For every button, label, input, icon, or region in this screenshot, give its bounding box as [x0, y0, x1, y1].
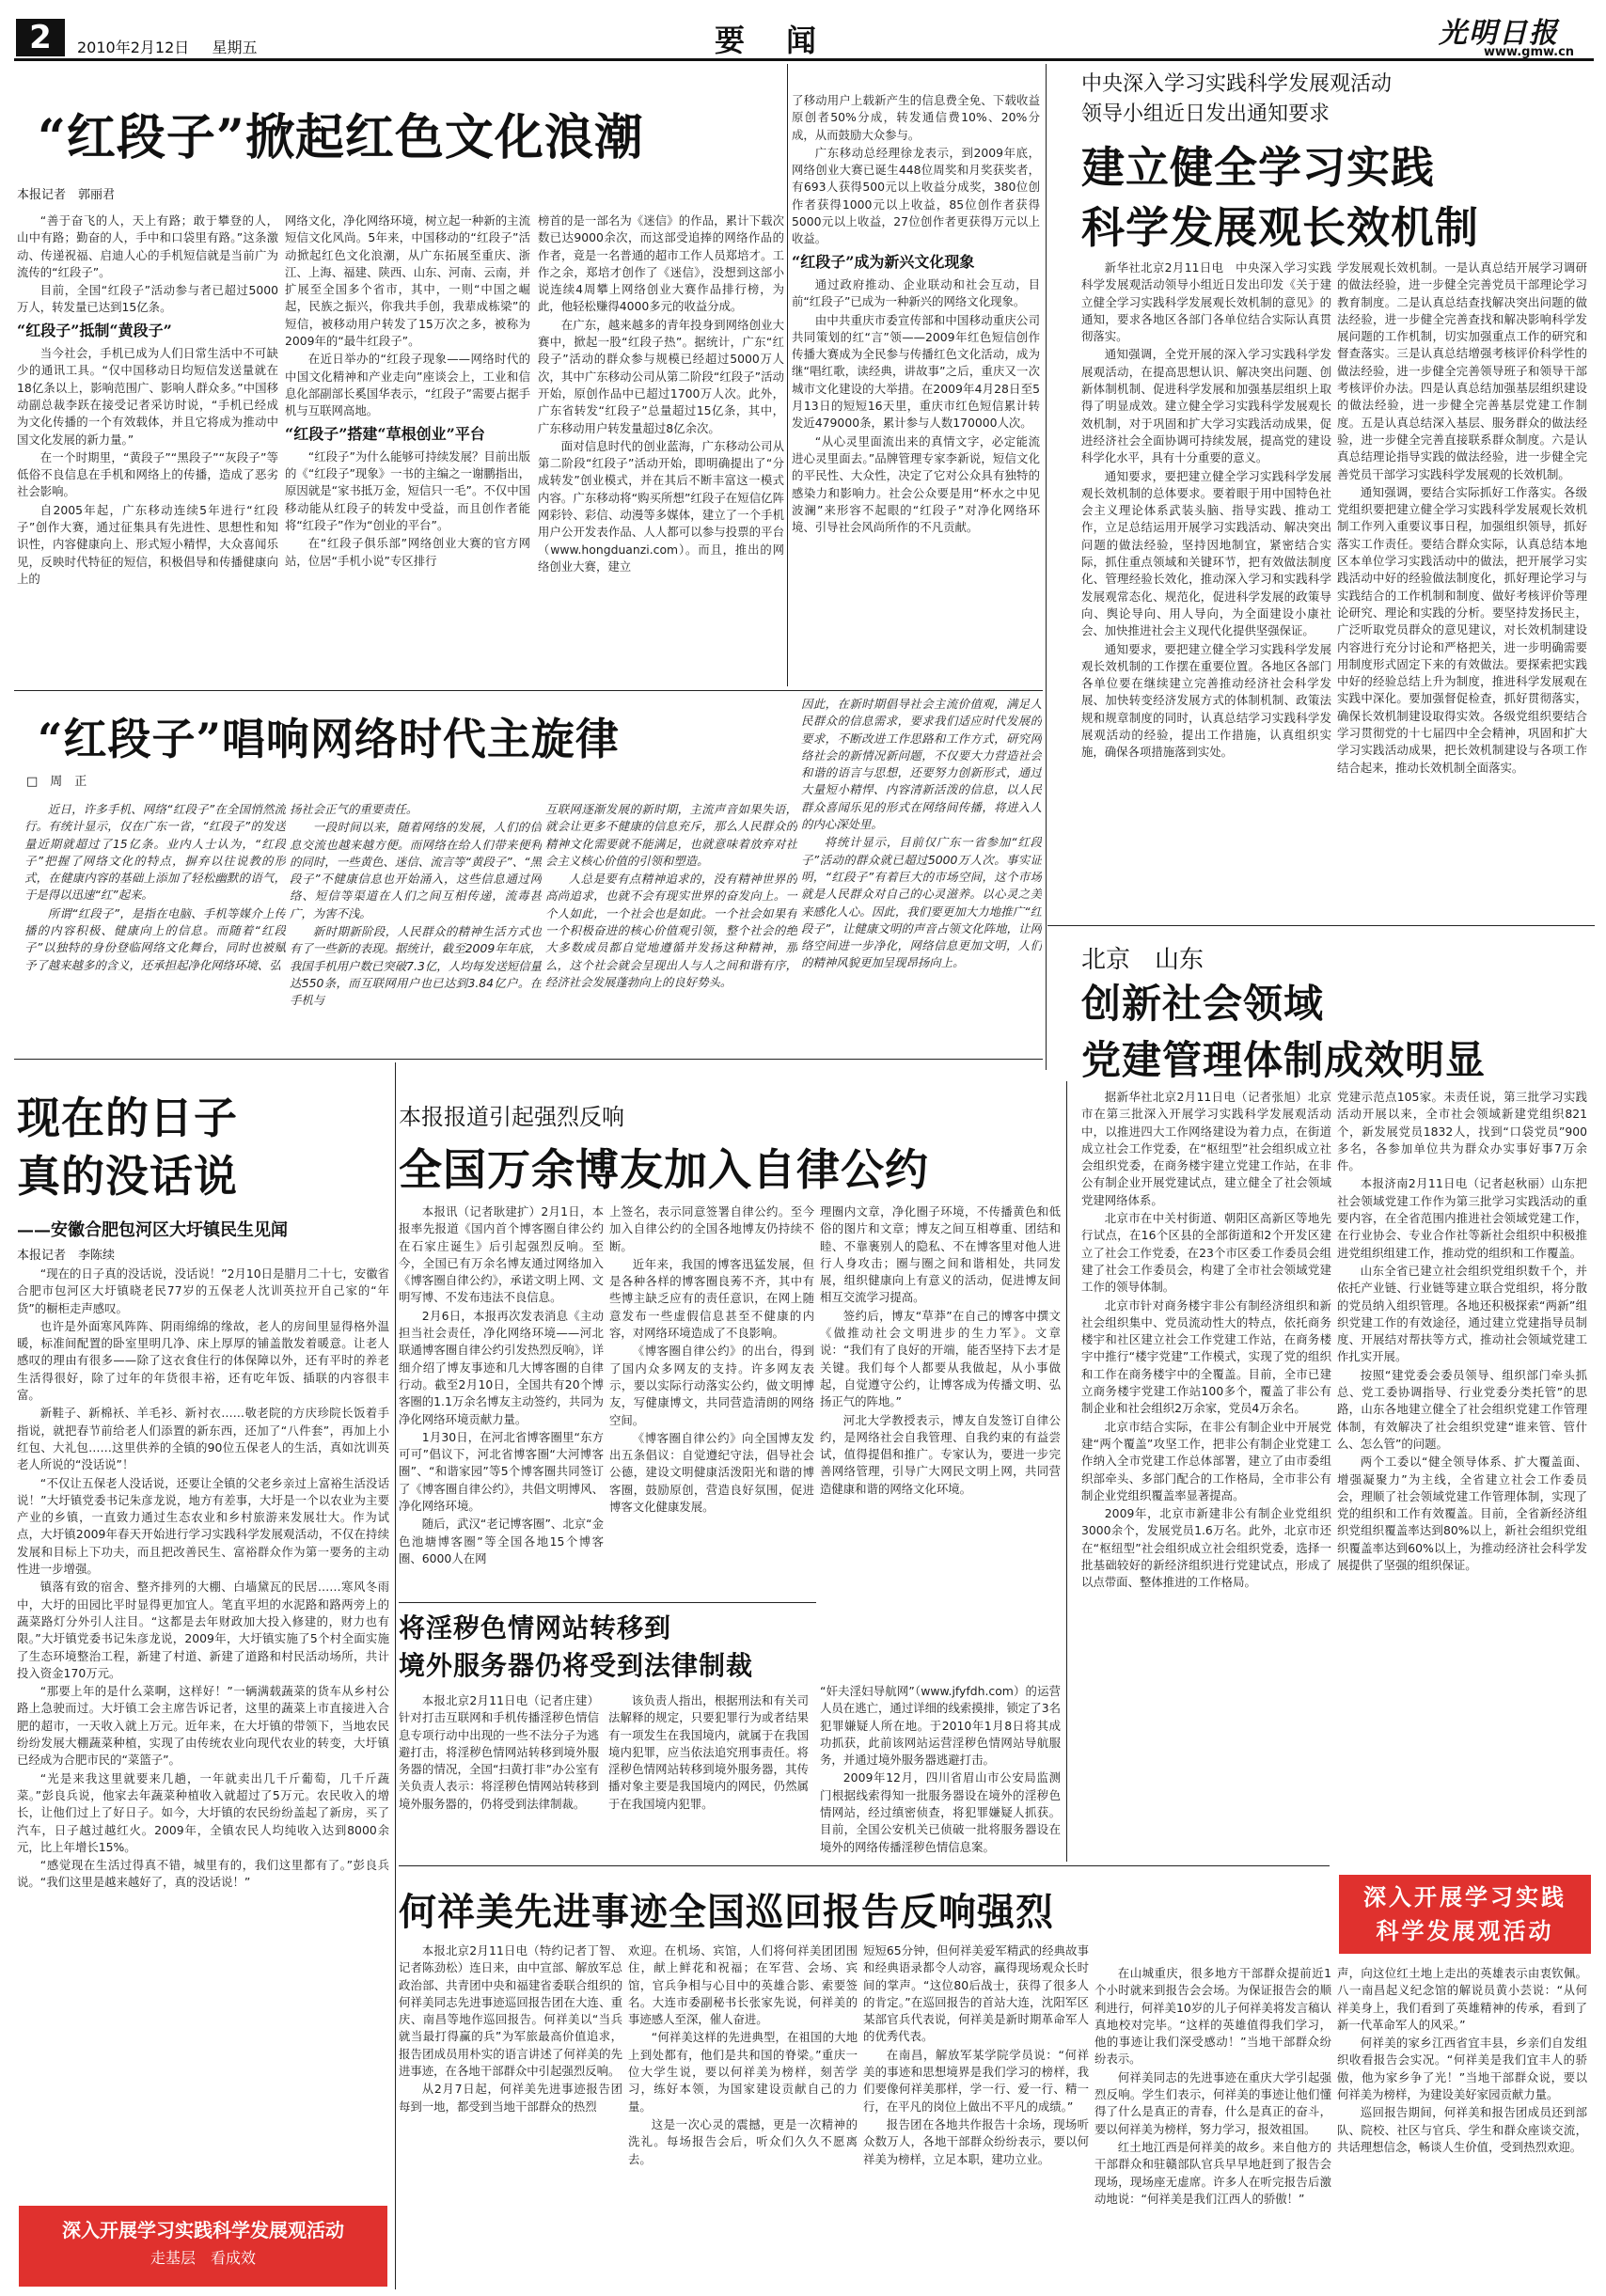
- paragraph: 2009年，北京市新建非公有制企业党组织3000余个，发展党员1.6万名。此外，北京市还在“枢纽型”社会组织成立社会组织党委，选择一批基础较好的新经济组织进行党建试点，形成了以点带面、整体推进的工作格局。: [1081, 1506, 1331, 1590]
- paragraph: 党建示范点105家。未责任说，第三批学习实践活动开展以来，全市社会领域新建党组织821个，新发展党员1832人，找到“口袋党员”900多名，各参加单位共为群众办实事好事7万余件。: [1337, 1090, 1587, 1173]
- masthead: [0, 0, 1606, 58]
- kicker-line-2: 领导小组近日发出通知要求: [1081, 102, 1330, 126]
- paragraph: 也许是外面寒风阵阵、阴雨绵绵的缘故，老人的房间里显得格外温暖，标准间配置的卧室里明几净、床上厚厚的铺盖散发着暖意。让老人感叹的理由有很多——除了这衣食住行的体保障以外，还有平时的养老生活得很好，除了过年的年货很丰裕，还有吃年饭、插联的内容很丰富。: [17, 1318, 389, 1403]
- paragraph: 人总是要有点精神追求的，没有精神世界的高尚追求，也就不会有现实世界的奋发向上。一个人如此，一个社会也是如此。一个社会如果有一个积极奋进的核心价值观引领，整个社会的绝大多数成员都自觉地遵循并发扬这种精神，那么，这个社会就会呈现出人与人之间和谐有序，经济社会发展蓬勃向上的良好势头。: [545, 872, 797, 989]
- banner-title: 深入开展学习实践科学发展观活动: [62, 2219, 344, 2241]
- paragraph: “何祥美这样的先进典型，在祖国的大地上到处都有，他们是共和国的脊梁。”重庆一位大学生说，要以何祥美为榜样，刻苦学习，练好本领，为国家建设贡献自己的力量。: [628, 2030, 858, 2114]
- title-line-1: 创新社会领域: [1081, 981, 1325, 1027]
- paragraph: 面对信息时代的创业蓝海，广东移动公司从第二阶段“红段子”活动开始，即明确提出了“分成转发”创业模式，并在其后不断丰富这一模式内容。广东移动将“购买所想”红段子在短信亿阵网彩铃、彩信、动漫等多媒体，建立了一个手机用户公开发表作品、人人都可以参与投票的平台（www.hongduanzi.com）。而且，推出的网络创业大赛，建立: [538, 438, 784, 574]
- paragraph: 广东移动总经理徐龙表示，到2009年底，网络创业大赛已诞生448位周奖和月奖获奖者，有693人获得500元以上收益分成奖，380位创作者获得1000元以上收益，85位创作者获得5000元以上收益，27位创作者更获得万元以上收益。: [792, 145, 1040, 246]
- hexiangmei-col4: [1094, 1965, 1331, 2287]
- paragraph: 新华社北京2月11日电 中央深入学习实践科学发展观活动领导小组近日发出印发《关于建立健全学习实践科学发展观长效机制的意见》的通知，要求各地区各部门各单位结合实际认真贯彻落实。: [1081, 260, 1331, 344]
- porn-article-col1: [399, 1692, 809, 1864]
- paragraph: 《博客圈自律公约》向全国博友发出五条倡议：自觉遵纪守法，倡导社会公德，建设文明健康活泼阳光和谐的博客圈，鼓励原创，营造良好氛围，促进博客文化健康发展。: [609, 1430, 814, 1515]
- title-line-1: 建立健全学习实践: [1081, 142, 1435, 193]
- paragraph: “光是来我这里就要来几趟，一年就卖出几千斤葡萄，几千斤蔬菜。”彭良兵说，他家去年蔬菜种植收入就超过了5万元。农民收入的增长，让他们过上了好日子。如今，大圩镇的农民纷纷盖起了新房，买了汽车，日子越过越红火。2009年，全镇农民人均纯收入达到8000余元，比上年增长15%。: [17, 1770, 389, 1854]
- article1-title: “红段子”掀起红色文化浪潮: [38, 109, 644, 166]
- divider: [1047, 925, 1595, 926]
- banner-line-2: 科学发展观活动: [1376, 1918, 1554, 1944]
- paragraph: “不仅让五保老人没话说，还要让全镇的父老乡亲过上富裕生活没话说！”大圩镇党委书记朱彦龙说，地方有差事，大圩是一个以农业为主要产业的乡镇，一直致力通过生态农业和乡村旅游来发展壮大。作为试点，大圩镇2009年春天开始进行学习实践科学发展观活动，不仅在持续发展和目标上下功夫，而且把改善民生、富裕群众作为第一要务的主动性进一步增强。: [17, 1475, 389, 1577]
- hexiangmei-col5: [1337, 1965, 1587, 2287]
- paragraph: 通知要求，要把建立健全学习实践科学发展观长效机制的总体要求。要着眼于用中国特色社会主义理论体系武装头脑、指导实践、推动工作，立足总结运用开展学习实践活动、解决突出问题的做法经验，坚持因地制宜，紧密结合实际，抓住重点领域和关键环节，把有效做法制度化、管理经验长效化，推动深入学习和实践科学发展观常态化、规范化，促进科学发展的政策导向、舆论导向、用人导向，为全面建设小康社会、加快推进社会主义现代化提供坚强保证。: [1081, 468, 1331, 638]
- subheading: “红段子”搭建“草根创业”平台: [285, 424, 485, 443]
- divider: [14, 690, 1043, 691]
- left-bottom-subtitle: ——安徽合肥包河区大圩镇民生见闻: [17, 1220, 288, 1240]
- right-mid-col2: [1337, 1089, 1587, 1869]
- paragraph: 榜首的是一部名为《迷信》的作品，累计下载次数已达9000余次，而这部受追捧的网络作品的作者，竟是一名普通的超市工作人员郑培才。工作之余，郑培才创作了《迷信》，没想到这部小说连续4周攀上网络创业大赛作品排行榜，为此，他轻松赚得4000多元的收益分成。: [538, 213, 784, 314]
- paragraph: 一段时间以来，随着网络的发展，人们的信息交流也越来越方便。而网络在给人们带来便利的同时，一些黄色、迷信、流言等“黄段子”、“黑段子”不健康信息也开始涌入，这些信息通过网络、短信等渠道在人们之间互相传递，流毒甚广，为害不浅。: [290, 820, 542, 920]
- divider: [1046, 64, 1047, 1070]
- article2-title: “红段子”唱响网络时代主旋律: [38, 714, 620, 764]
- paragraph: 本报济南2月11日电（记者赵秋丽）山东把社会领域党建工作作为第三批学习实践活动的重要内容，在全省范围内推进社会领域党建工作，在行业协会、专业合作社等新社会组织中积极推进党组织组建工作，推动党的组织和工作覆盖。: [1337, 1176, 1587, 1260]
- article2-col4: [801, 696, 1042, 1055]
- title-line-1: 将淫秽色情网站转移到: [399, 1612, 672, 1643]
- title-line-2: 科学发展观长效机制: [1081, 202, 1479, 253]
- right-top-col2: [1337, 259, 1587, 899]
- website-url[interactable]: www.gmw.cn: [1484, 45, 1575, 59]
- article1-col4: [792, 92, 1040, 686]
- right-mid-col1: [1081, 1089, 1331, 1963]
- paragraph: 短短65分钟，但何祥美爱军精武的经典故事和经典语录都令人动容，赢得现场观众长时间的掌声。“这位80后战士，获得了很多人的肯定。”在巡回报告的首站大连，沈阳军区某部官兵代表说，何祥美是新时期革命军人的优秀代表。: [863, 1943, 1089, 2044]
- page-number-box: 2: [16, 19, 65, 56]
- paragraph: 在山城重庆，很多地方干部群众提前近1个小时就来到报告会会场。为保证报告会的顺利进行，何祥美10岁的儿子何祥美将发言稿认真地校对完毕。“这样的英雄值得我们学习，他的事迹让我们深受感动！”当地干部群众纷纷表示。: [1094, 1966, 1331, 2067]
- paragraph: 当今社会，手机已成为人们日常生活中不可缺少的通讯工具。“仅中国移动日均短信发送量就在18亿条以上，影响范围广、影响人群众多。”中国移动副总裁李跃在接受记者采访时说，“手机已经成为文化传播的一个有效载体，并且它将成为推动中国文化发展的新力量。”: [17, 346, 278, 447]
- hexiangmei-col2: [628, 1942, 858, 2287]
- divider: [14, 1059, 1043, 1060]
- section-title: 要 闻: [715, 23, 823, 58]
- divider: [399, 1865, 1330, 1866]
- article1-byline: 本报记者 郭丽君: [17, 188, 116, 202]
- paragraph: 互联网逐渐发展的新时期，主流声音如果失语，就会让更多不健康的信息充斥，那么人民群众的精神文化需要就不能满足，也就意味着放弃对社会主义核心价值的引领和塑造。: [545, 802, 797, 868]
- paragraph: 1月30日，在河北省博客圈里“东方可可”倡议下，河北省博客圈“大河博客圈”、“和谐家园”等5个博客圈共同签订了《博客圈自律公约》，共倡文明博风、净化网络环境。: [399, 1429, 604, 1514]
- paragraph: 北京市结合实际，在非公有制企业中开展党建“两个覆盖”攻坚工作，把非公有制企业党建工作纳入全市党建工作总体部署，建立了由市委组织部牵头、多部门配合的工作格局，全市非公有制企业党组织覆盖率显著提高。: [1081, 1419, 1331, 1502]
- porn-article-title: [399, 1610, 753, 1685]
- paragraph: 镇落有致的宿舍、整齐排列的大棚、白墙黛瓦的民居……寒风冬雨中，大圩的田园比平时显得更加宜人。笔直平坦的水泥路和路两旁上的蔬菜路灯分外引人注目。“这都是去年财政加大投入修建的，财力也有限。”大圩镇党委书记朱彦龙说，2009年，大圩镇实施了5个村全面实施了生态环境整治工程，新建了村道、新建了道路和村民活动场所，共计投入资金170万元。: [17, 1580, 389, 1680]
- paragraph: 红土地江西是何祥美的故乡。来自他方的干部群众和驻赣部队官兵早早地赶到了报告会现场，现场座无虚席。许多人在听完报告后激动地说：“何祥美是我们江西人的骄傲！”: [1094, 2139, 1331, 2206]
- title-line-2: 境外服务器仍将受到法律制裁: [399, 1650, 754, 1681]
- paragraph: 北京市针对商务楼宇非公有制经济组织和新社会组织集中、党员流动性大的特点，依托商务楼宇和社区建立社会工作党建工作站，在商务楼宇中推行“楼宇党建”工作模式，实现了党的组织和工作在商务楼宇中的全覆盖。目前，全市已建立商务楼宇党建工作站100多个，覆盖了非公有制企业和社会组织2万余家，党员4万余名。: [1081, 1297, 1331, 1416]
- paragraph: 2月6日，本报再次发表消息《主动担当社会责任，净化网络环境——河北联通博客圈自律公约引发热烈反响》，详细介绍了博友事迹和几大博客圈的自律行动。截至2月10日，全国共有20个博客圈的1.1万余名博友主动签约，共同为净化网络环境贡献力量。: [399, 1308, 604, 1426]
- paragraph: 据新华社北京2月11日电（记者张旭）北京市在第三批深入开展学习实践科学发展观活动中，以推进四大工作网络建设为着力点，在街道成立社会工作党委，在“枢纽型”社会组织成立社会组织党委，在商务楼宇建立党建工作站，在非公有制企业开展党建试点，建立健全了社会领域党建网络体系。: [1081, 1090, 1331, 1207]
- paragraph: 在南昌，解放军某学院学员说：“何祥美的事迹和思想境界是我们学习的榜样，我们要像何祥美那样，学一行、爱一行、精一行，在平凡的岗位上做出不平凡的成绩。”: [863, 2047, 1089, 2114]
- paragraph: “红段子”为什么能够可持续发展？目前出版的《“红段子”现象》一书的主编之一谢鹏指出，原因就是“家书抵万金，短信只一毛”。不仅中国移动能从红段子的转发中受益，而且创作者能将“红段子”作为“创业的平台”。: [285, 448, 530, 533]
- paragraph: 2009年12月，四川省眉山市公安局监测门根据线索得知一批服务器设在境外的淫秽色情网站，经过缜密侦查，将犯罪嫌疑人抓获。目前，全国公安机关已侦破一批将服务器设在境外的网络传播淫秽色情信息案。: [820, 1770, 1061, 1854]
- paragraph: 新鞋子、新棉袄、羊毛衫、新衬衣……敬老院的方庆珍院长饭着手指说，就把春节前给老人们添置的新东西，还加了“八件套”，再加上小红包、大礼包……这里供养的全镇的90位五保老人的生活，真如沈训英老人所说的“没话说”！: [17, 1406, 389, 1472]
- mid-bottom-col3: [820, 1203, 1061, 1678]
- mid-bottom-col1: [399, 1203, 604, 1598]
- left-bottom-byline: 本报记者 李陈续: [17, 1249, 116, 1263]
- paragraph: 通知强调，全党开展的深入学习实践科学发展观活动，在提高思想认识、解决突出问题、创新体制机制、促进科学发展和加强基层组织上取得了明显成效。建立健全学习实践科学发展观长效机制，对于巩固和扩大学习实践活动成果，促进经济社会全面协调可持续发展，提高党的建设科学化水平，具有十分重要的意义。: [1081, 347, 1331, 465]
- paragraph: 从2月7日起，何祥美先进事迹报告团每到一地，都受到当地干部群众的热烈: [399, 2082, 622, 2114]
- article2-col2: [290, 801, 542, 1055]
- paragraph: 在“红段子俱乐部”网络创业大赛的官方网站，位居“手机小说”专区排行: [285, 536, 530, 568]
- divider: [395, 1062, 396, 2289]
- article2-col1: [24, 801, 286, 1055]
- paragraph: 通过政府推动、企业联动和社会互动，目前“红段子”已成为一种新兴的网络文化现象。: [792, 276, 1040, 309]
- paragraph: 上签名，表示同意签署自律公约。至今加入自律公约的全国各地博友仍持续不断。: [609, 1204, 814, 1253]
- date-text: 2010年2月12日: [77, 39, 190, 56]
- hexiangmei-col1: [399, 1942, 622, 2287]
- banner-subtitle: 走基层 看成效: [150, 2249, 256, 2267]
- paragraph: 近年来，我国的博客迅猛发展，但是各种各样的博客圈良莠不齐，其中有些博主缺乏应有的责任意识，在网上随意发布一些虚假信息甚至不健康的内容，对网络环境造成了不良影响。: [609, 1256, 814, 1341]
- divider: [787, 64, 788, 686]
- paragraph: 该负责人指出，根据刑法和有关司法解释的规定，只要犯罪行为或者结果有一项发生在我国境内，就属于在我国境内犯罪，应当依法追究刑事责任。将淫秽色情网站转移到境外服务器，其传播对象主要是我国境内的网民，仍然属于在我国境内犯罪。: [608, 1693, 809, 1811]
- paragraph: 新时期新阶段，人民群众的精神生活方式也有了一些新的表现。据统计，截至2009年年底，我国手机用户数已突破7.3亿，人均每发送短信量达550条，而互联网用户也已达到3.84亿户。在手机与: [290, 924, 542, 1008]
- divider: [1066, 1081, 1067, 1862]
- paragraph: 所谓“红段子”，是指在电脑、手机等媒介上传播的内容积极、健康向上的信息。而随着“红段子”以独特的身份登临网络文化舞台，同时也被赋予了越来越多的含义，还承担起净化网络环境、弘: [24, 905, 286, 972]
- paragraph: 通知要求，要把建立健全学习实践科学发展观长效机制的工作摆在重要位置。各地区各部门各单位要在继续建立完善推动经济社会科学发展、加快转变经济发展方式的体制机制、政策法规和规章制度的同时，认真总结学习实践科学发展观活动的经验，提出工作措施，认真组织实施，确保各项措施落到实处。: [1081, 641, 1331, 760]
- paragraph: 河北大学教授表示，博友自发签订自律公约，是网络社会自我管理、自我约束的有益尝试，值得提倡和推广。专家认为，要进一步完善网络管理，引导广大网民文明上网，共同营造健康和谐的网络文化环境。: [820, 1412, 1061, 1496]
- title-line-2: 真的没话说: [17, 1151, 238, 1202]
- article2-col3: [545, 801, 797, 1055]
- mid-bottom-title: 全国万余博友加入自律公约: [399, 1144, 929, 1195]
- article1-col2: [285, 212, 530, 687]
- weekday-text: 星期五: [212, 39, 258, 56]
- paragraph: “善于奋飞的人，天上有路；敢于攀登的人，山中有路；勤奋的人，手中和口袋里有路。”这条激动、传递祝福、启迪人心的手机短信就是当前广为流传的“红段子”。: [17, 213, 278, 279]
- paragraph: 在广东，越来越多的青年投身到网络创业大赛中，掀起一股“红段子热”。据统计，广东“红段子”活动的群众参与规模已经超过5000万人次，其中广东移动公司从第二阶段“红段子”活动开始，原创作品中已超过1700万人次。此外，广东省转发“红段子”总量超过15亿条，其中，广东移动用户转发量超过8亿余次。: [538, 317, 784, 435]
- paragraph: 本报讯（记者耿建扩）2月1日，本报率先报道《国内首个博客圈自律公约在石家庄诞生》后引起强烈反响。至今，全国已有万余名博友通过网络加入《博客圈自律公约》，承诺文明上网、文明写博、不发布违法不良信息。: [399, 1204, 604, 1305]
- left-bottom-col: [17, 1266, 389, 2196]
- hexiangmei-col3: [863, 1942, 1089, 2287]
- paragraph: “现在的日子真的没话说，没话说！”2月10日是腊月二十七，安徽省合肥市包河区大圩镇晓老民77岁的五保老人沈训英拉开自己家的“年货”的橱柜走声感叹。: [17, 1266, 389, 1315]
- paragraph: 通知强调，要结合实际抓好工作落实。各级党组织要把建立健全学习实践科学发展观长效机制工作列入重要议事日程，加强组织领导，抓好落实工作责任。要结合群众实际，认真总结本地区本单位学习实践活动中的做法，把开展学习实践活动中好的经验做法制度化，抓好理论学习与实践结合的工作机制和制度、做好考核评价等理论研究、理论和实践的分析。要坚持发扬民主，广泛听取党员群众的意见建议，对长效机制建设内容进行充分讨论和严格把关，进一步明确需要用制度形式固定下来的有效做法。要探索把实践中好的经验总结上升为制度，推进科学发展观在实践中深化。要加强督促检查，抓好贯彻落实，确保长效机制建设取得实效。各级党组织要结合学习贯彻党的十七届四中全会精神，巩固和扩大学习实践活动成果，把长效机制建设与各项工作结合起来，推动长效机制全面落实。: [1337, 484, 1587, 775]
- paragraph: 按照“建党委会委员领导、组织部门牵头抓总、党工委协调指导、行业党委分类托管”的思路，山东各地建立健全了社会组织党建工作管理体制，有效解决了社会组织党建“谁来管、管什么、怎么管”的问题。: [1337, 1367, 1587, 1451]
- paragraph: 欢迎。在机场、宾馆，人们将何祥美团团围住，献上鲜花和祝福；在军营、会场、宾馆，官兵争相与心目中的英雄合影、索要签名。大连市委副秘书长张家先说，何祥美的事迹感人至深，催人奋进。: [628, 1943, 858, 2027]
- paragraph: 两个工委以“健全领导体系、扩大覆盖面、增强凝聚力”为主线，全省建立社会工作委员会，理顺了社会领域党建工作管理体制，实现了党的组织和工作有效覆盖。目前，全省新经济组织党组织覆盖率达到80%以上，新社会组织党组织覆盖率达到60%以上，为推动经济社会科学发展提供了坚强的组织保证。: [1337, 1455, 1587, 1573]
- paragraph: “感觉现在生活过得真不错，城里有的，我们这里都有了。”彭良兵说。“我们这里是越来越好了，真的没话说！”: [17, 1858, 389, 1890]
- paragraph: 扬社会正气的重要责任。: [290, 802, 418, 816]
- header-rule: [14, 58, 1594, 61]
- paragraph: 《博客圈自律公约》的出台，得到了国内众多网友的支持。许多网友表示，要以实际行动落实公约，做文明博友，写健康博文，共同营造清朗的网络空间。: [609, 1344, 814, 1427]
- right-campaign-banner: [1339, 1875, 1591, 1954]
- right-mid-kicker: 北京 山东: [1081, 946, 1204, 974]
- kicker-line-1: 中央深入学习实践科学发展观活动: [1081, 72, 1393, 96]
- paragraph: 随后，武汉“老记博客圈”、北京“金色池塘博客圈”等全国各地15个博客圈、6000人在网: [399, 1517, 604, 1565]
- mid-bottom-col2: [609, 1203, 814, 1598]
- paragraph: 何祥美同志的先进事迹在重庆大学引起强烈反响。学生们表示，何祥美的事迹让他们懂得了什么是真正的青春，什么是真正的奋斗，要以何祥美为榜样，努力学习，报效祖国。: [1094, 2069, 1331, 2136]
- paragraph: 近日，许多手机、网络“红段子”在全国悄然流行。有统计显示，仅在广东一省，“红段子”的发送量近期就超过了15亿条。业内人士认为，“红段子”把握了网络文化的特点，摒弃以往说教的形式，在健康内容的基础上添加了轻松幽默的语气，于是得以迅速“红”起来。: [24, 802, 286, 903]
- right-top-kicker: [1081, 70, 1392, 130]
- paragraph: 在一个时期里，“黄段子”“黑段子”“灰段子”等低俗不良信息在手机和网络上的传播，造成了恶劣社会影响。: [17, 449, 278, 499]
- left-bottom-title: [17, 1089, 238, 1205]
- paragraph: 本报北京2月11日电（特约记者丁智、记者陈劲松）连日来，由中宣部、解放军总政治部、共青团中央和福建省委联合组织的何祥美同志先进事迹巡回报告团在大连、重庆、南昌等地作巡回报告。何祥美以“当兵就当最打得赢的兵”为军旅最高价值追求，报告团成员用朴实的语言讲述了何祥美的先进事迹，在各地干部群众中引起强烈反响。: [399, 1943, 622, 2079]
- right-mid-title: [1081, 976, 1486, 1089]
- paragraph: 本报北京2月11日电（记者庄建）针对打击互联网和手机传播淫秽色情信息专项行动中出现的一些不法分子为逃避打击，将淫秽色情网站转移到境外服务器的情况，全国“扫黄打非”办公室有关负责人表示：将淫秽色情网站转移到境外服务器的，仍将受到法律制裁。: [399, 1693, 599, 1811]
- paragraph: 理圈内文章，净化圈子环境，不传播黄色和低俗的图片和文章；博友之间互相尊重、团结和睦、不靠裹别人的隐私、不在博客里对他人进行人身攻击；圈与圈之间和谐相处，共同发展，组织健康向上有意义的活动，促进博友间相互交流学习提高。: [820, 1204, 1061, 1305]
- paragraph: 声，向这位红土地上走出的英雄表示由衷钦佩。八一南昌起义纪念馆的解说员黄小芸说：“从何祥美身上，我们看到了英雄精神的传承，看到了新一代革命军人的风采。”: [1337, 1966, 1587, 2032]
- left-campaign-banner: [19, 2206, 387, 2287]
- paragraph: 目前，全国“红段子”活动参与者已超过5000万人，转发量已达到15亿条。: [17, 283, 278, 315]
- mid-bottom-kicker: 本报报道引起强烈反响: [399, 1104, 624, 1130]
- subheading: “红段子”成为新兴文化现象: [792, 252, 975, 271]
- right-top-title: [1081, 137, 1479, 258]
- paragraph: 将统计显示，目前仅广东一省参加“红段子”活动的群众就已超过5000万人次。事实证明，“红段子”有着巨大的市场空间，这个市场就是人民群众对自己的心灵滋养。以心灵之美来感化人心。因此，我们要更加大力地推广“红段子”，让健康文明的声音占领文化阵地，让网络空间进一步净化，网络信息更加文明，人们的精神风貌更加呈现昂扬向上。: [801, 835, 1042, 970]
- paragraph: 山东全省已建立社会组织党组织数千个，并依托产业链、行业链等建立联合党组织，将分散的党员纳入组织管理。各地还积极探索“两新”组织党建工作的有效途径，通过建立党建指导员制度、开展结对帮扶等方式，推动社会领域党建工作扎实开展。: [1337, 1263, 1587, 1364]
- paragraph: 在近日举办的“红段子现象——网络时代的中国文化精神和产业走向”座谈会上，工业和信息化部副部长奚国华表示，“红段子”需要占据手机与互联网高地。: [285, 352, 530, 418]
- title-line-1: 现在的日子: [17, 1093, 238, 1143]
- issue-date: [77, 36, 257, 57]
- article1-col1: [17, 212, 278, 687]
- paragraph: 这是一次心灵的震撼，更是一次精神的洗礼。每场报告会后，听众们久久不愿离去。: [628, 2116, 858, 2166]
- paragraph: 巡回报告期间，何祥美和报告团成员还到部队、院校、社区与官兵、学生和群众座谈交流，共话理想信念，畅谈人生价值，受到热烈欢迎。: [1337, 2105, 1587, 2154]
- paragraph: 自2005年起，广东移动连续5年进行“红段子”创作大赛，通过征集具有先进性、思想性和知识性，内容健康向上、形式短小精悍，大众喜闻乐见，反映时代特征的短信，积极倡导和传播健康向上的: [17, 502, 278, 586]
- paragraph: 了移动用户上载新产生的信息费全免、下载收益原创者50%分成，转发通信费10%、20%分成，从而鼓励大众参与。: [792, 93, 1040, 142]
- paragraph: 签约后，博友“草莽”在自己的博客中撰文《做推动社会文明进步的生力军》。文章说：“我们有了良好的开端，能否坚持下去才是关键。我们每个人都要从我做起，从小事做起，自觉遵守公约，让博客成为传播文明、弘扬正气的阵地。”: [820, 1308, 1061, 1409]
- paragraph: “那要上年的是什么菜啊，这样好！”一辆满载蔬菜的货车从乡村公路上急驶而过。大圩镇工会主席告诉记者，这里的蔬菜上市直接进入合肥的超市，一天收入就上万元。近年来，在大圩镇的带领下，当地农民纷纷发展大棚蔬菜种植，实现了由传统农业向现代农业的转变，大圩镇已经成为合肥市民的“菜篮子”。: [17, 1684, 389, 1768]
- hexiangmei-title: 何祥美先进事迹全国巡回报告反响强烈: [399, 1890, 1054, 1934]
- article1-col3: [538, 212, 784, 687]
- paragraph: “奸夫淫妇导航网”（www.jfyfdh.com）的运营人员在逃亡，通过详细的线索摸排，锁定了3名犯罪嫌疑人所在地。于2010年1月8日将其成功抓获，此前该网站运营淫秽色情网站导航服务，并通过境外服务器逃避打击。: [820, 1684, 1061, 1768]
- paragraph: 由中共重庆市委宣传部和中国移动重庆公司共同策划的红“言”领——2009年红色短信创作传播大赛成为全民参与传播红色文化活动，成为继“唱红歌，读经典，讲故事”之后，重庆又一次城市文化建设的大举措。在2009年4月28日至5月13日的短短16天里，重庆市红色短信累计转发近479000条，累计参与人数170000人次。: [792, 312, 1040, 431]
- subheading: “红段子”抵制“黄段子”: [17, 321, 172, 339]
- paragraph: 北京市在中关村街道、朝阳区高新区等地先行试点，在16个区县的全部街道和2个开发区建立了社会工作党委，在23个市区委工作委员会组建了社会工作委员会，构建了全市社会领域党建工作的领导体制。: [1081, 1211, 1331, 1295]
- newspaper-logo: 光明日报: [1439, 17, 1559, 50]
- article2-byline: □ 周 正: [26, 775, 87, 789]
- paragraph: 学发展观长效机制。一是认真总结开展学习调研的做法经验，进一步健全完善党员干部理论学习教育制度。二是认真总结查找解决突出问题的做法经验，进一步健全完善查找和解决影响科学发展问题的工作机制，切实加强重点工作的研究和督查落实。三是认真总结增强考核评价科学性的做法经验，进一步健全完善领导班子和领导干部考核评价办法。四是认真总结加强基层组织建设的做法经验，进一步健全完善基层党建工作制度。五是认真总结深入基层、服务群众的做法经验，进一步健全完善直接联系群众制度。六是认真总结理论指导实践的做法经验，进一步健全完善党员干部学习实践科学发展观的长效机制。: [1337, 260, 1587, 481]
- title-line-2: 党建管理体制成效明显: [1081, 1037, 1487, 1083]
- paragraph: 报告团在各地共作报告十余场，现场听众数万人，各地干部群众纷纷表示，要以何祥美为榜样，立足本职，建功立业。: [863, 2116, 1089, 2166]
- paragraph: 网络文化，净化网络环境，树立起一种新的主流短信文化风尚。5年来，中国移动的“红段子”活动掀起红色文化浪潮，从广东拓展至重庆、浙江、上海、福建、陕西、山东、河南、云南，并扩展至全国多个省市，其中，一则“中国之崛起，民族之振兴，你我共手创，我辈成栋梁”的短信，被移动用户转发了15万次之多，被称为2009年的“最牛红段子”。: [285, 213, 530, 349]
- banner-line-1: 深入开展学习实践: [1363, 1884, 1567, 1911]
- divider: [399, 1602, 816, 1603]
- paragraph: “从心灵里面流出来的真情文字，必定能流进心灵里面去。”品牌管理专家李新说，短信文化的平民性、大众性，决定了它对公众具有独特的感染力和影响力。社会公众要是用“杯水之中见波澜”来形容不起眼的“红段子”对净化网络环境、引导社会风尚所作的不凡贡献。: [792, 433, 1040, 535]
- paragraph: 因此，在新时期倡导社会主流价值观，满足人民群众的信息需求，要求我们适应时代发展的要求，不断改进工作思路和工作方式，研究网络社会的新情况新问题，不仅要大力营造社会和谐的语言与思想，还要努力创新形式，通过大量短小精悍、内容清新活泼的信息，以人民群众喜闻乐见的形式在网络间传播，将进入人的内心深处里。: [801, 697, 1042, 832]
- right-top-col1: [1081, 259, 1331, 899]
- porn-article-col2: [820, 1683, 1061, 1864]
- paragraph: 何祥美的家乡江西省宜丰县，乡亲们自发组织收看报告会实况。“何祥美是我们宜丰人的骄傲，他为家乡争了光！”当地干部群众说，要以何祥美为榜样，为建设美好家园贡献力量。: [1337, 2036, 1587, 2102]
